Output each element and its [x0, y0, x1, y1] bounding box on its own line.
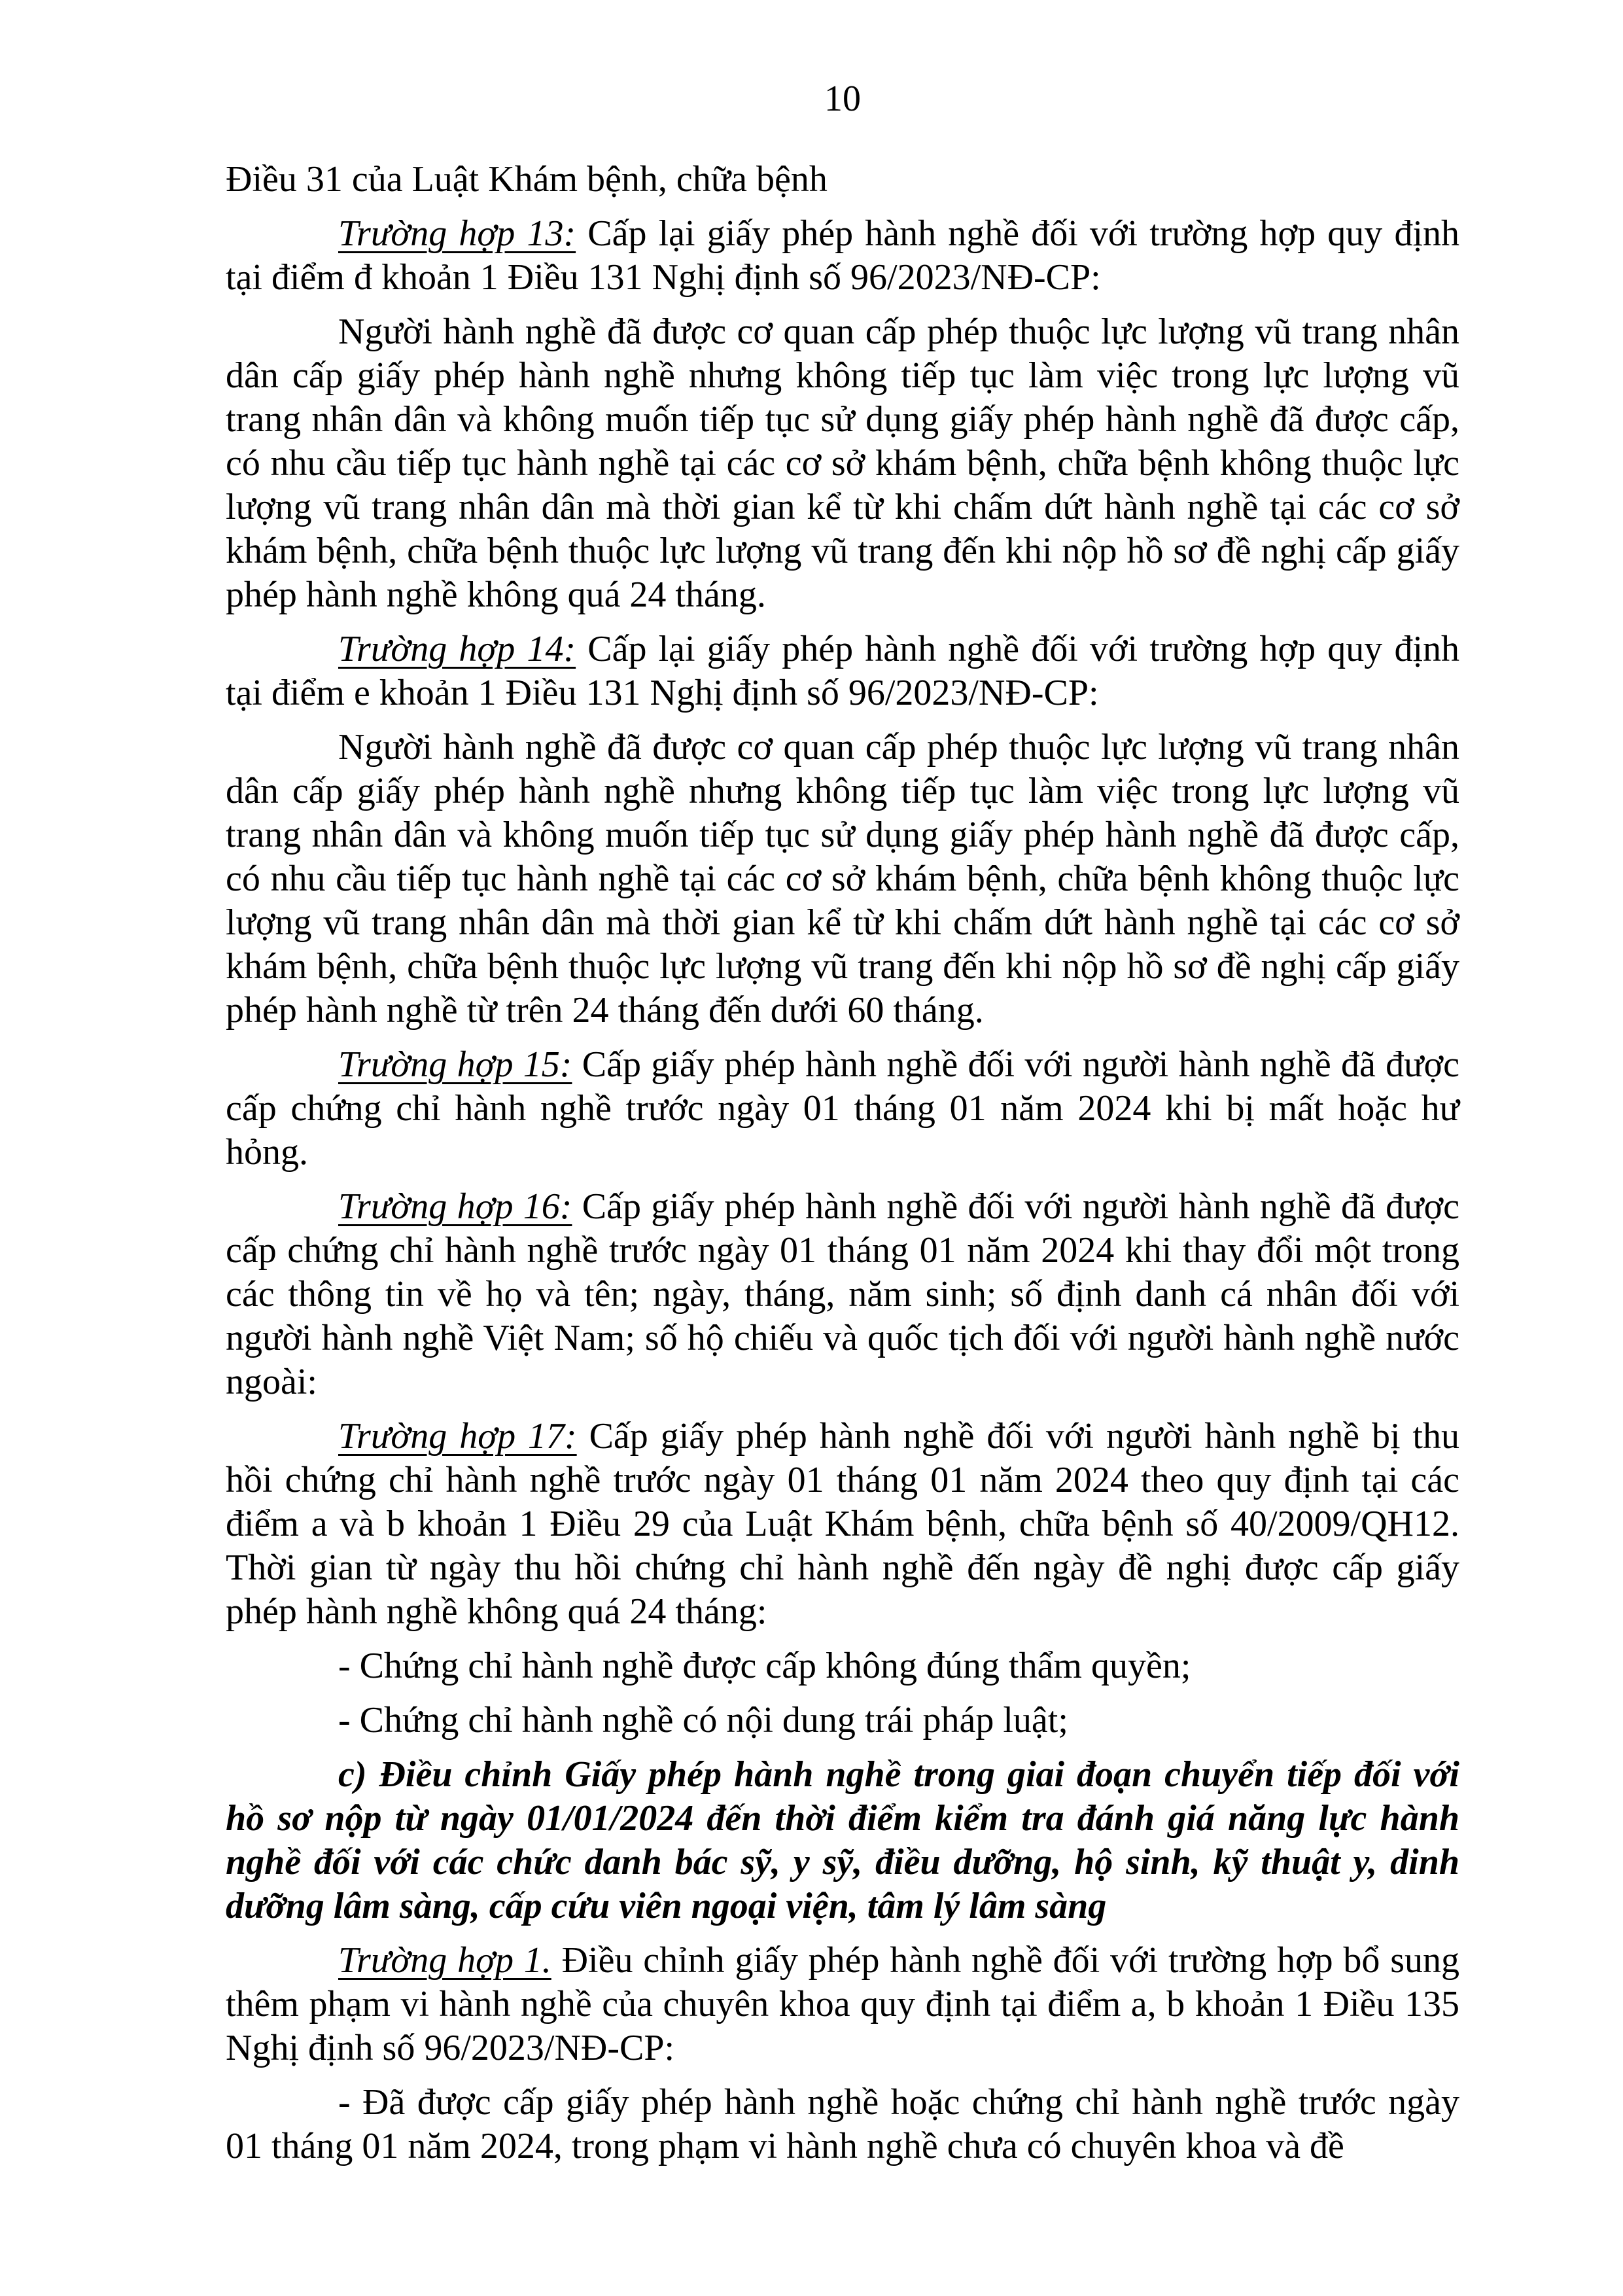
dash-item-trai-phap-luat: - Chứng chỉ hành nghề có nội dung trái pháp luật; — [338, 1700, 1068, 1740]
paragraph-truong-hop-15 — [226, 1043, 1459, 1174]
case-1-label: Trường hợp 1. — [338, 1940, 551, 1981]
case-15-label: Trường hợp 15: — [338, 1044, 572, 1085]
paragraph-truong-hop-16 — [226, 1185, 1459, 1404]
case-14-label: Trường hợp 14: — [338, 629, 576, 669]
paragraph-dieu-31: Điều 31 của Luật Khám bệnh, chữa bệnh — [226, 159, 828, 200]
paragraph-truong-hop-17 — [226, 1415, 1459, 1634]
paragraph-truong-hop-1 — [226, 1939, 1459, 2070]
case-14-text: Cấp lại giấy phép hành nghề đối với trường hợp quy định tại điểm e khoản 1 Điều 131 Nghị định số 96/2023/NĐ-CP: — [226, 629, 1460, 713]
case-17-text: Cấp giấy phép hành nghề đối với người hành nghề bị thu hồi chứng chỉ hành nghề trước ngày 01 tháng 01 năm 2024 theo quy định tại các điểm a và b khoản 1 Điều 29 của Luật Khám bệnh, chữa bệnh số 40/2009/QH12. Thời gian từ ngày thu hồi chứng chỉ hành nghề đến ngày đề nghị được cấp giấy phép hành nghề không quá 24 tháng: — [226, 1416, 1459, 1632]
paragraph-truong-hop-13 — [226, 212, 1459, 300]
paragraph-vu-trang-24-thang: Người hành nghề đã được cơ quan cấp phép thuộc lực lượng vũ trang nhân dân cấp giấy phép hành nghề nhưng không tiếp tục làm việc trong lực lượng vũ trang nhân dân và không muốn tiếp tục sử dụng giấy phép hành nghề đã được cấp, có nhu cầu tiếp tục hành nghề tại các cơ sở khám bệnh, chữa bệnh không thuộc lực lượng vũ trang nhân dân mà thời gian kể từ khi chấm dứt hành nghề tại các cơ sở khám bệnh, chữa bệnh thuộc lực lượng vũ trang đến khi nộp hồ sơ đề nghị cấp giấy phép hành nghề không quá 24 tháng. — [226, 311, 1459, 615]
paragraph-truong-hop-14 — [226, 627, 1459, 715]
page-number: 10 — [824, 79, 861, 119]
case-13-label: Trường hợp 13: — [338, 213, 576, 254]
case-1-text: Điều chỉnh giấy phép hành nghề đối với trường hợp bổ sung thêm phạm vi hành nghề của chuyên khoa quy định tại điểm a, b khoản 1 Điều 135 Nghị định số 96/2023/NĐ-CP: — [226, 1940, 1459, 2068]
paragraph-vu-trang-60-thang: Người hành nghề đã được cơ quan cấp phép thuộc lực lượng vũ trang nhân dân cấp giấy phép hành nghề nhưng không tiếp tục làm việc trong lực lượng vũ trang nhân dân và không muốn tiếp tục sử dụng giấy phép hành nghề đã được cấp, có nhu cầu tiếp tục hành nghề tại các cơ sở khám bệnh, chữa bệnh không thuộc lực lượng vũ trang nhân dân mà thời gian kể từ khi chấm dứt hành nghề tại các cơ sở khám bệnh, chữa bệnh thuộc lực lượng vũ trang đến khi nộp hồ sơ đề nghị cấp giấy phép hành nghề từ trên 24 tháng đến dưới 60 tháng. — [226, 727, 1459, 1031]
case-16-label: Trường hợp 16: — [338, 1186, 572, 1227]
case-16-text: Cấp giấy phép hành nghề đối với người hành nghề đã được cấp chứng chỉ hành nghề trước ngày 01 tháng 01 năm 2024 khi thay đổi một trong các thông tin về họ và tên; ngày, tháng, năm sinh; số định danh cá nhân đối với người hành nghề Việt Nam; số hộ chiếu và quốc tịch đối với người hành nghề nước ngoài: — [226, 1186, 1460, 1402]
dash-item-da-duoc-cap: - Đã được cấp giấy phép hành nghề hoặc chứng chỉ hành nghề trước ngày 01 tháng 01 năm 2024, trong phạm vi hành nghề chưa có chuyên khoa và đề — [226, 2082, 1459, 2166]
paragraph-muc-c: c) Điều chỉnh Giấy phép hành nghề trong giai đoạn chuyển tiếp đối với hồ sơ nộp từ ngày 01/01/2024 đến thời điểm kiểm tra đánh giá năng lực hành nghề đối với các chức danh bác sỹ, y sỹ, điều dưỡng, hộ sinh, kỹ thuật y, dinh dưỡng lâm sàng, cấp cứu viên ngoại viện, tâm lý lâm sàng — [226, 1754, 1459, 1926]
case-13-text: Cấp lại giấy phép hành nghề đối với trường hợp quy định tại điểm đ khoản 1 Điều 131 Nghị định số 96/2023/NĐ-CP: — [226, 213, 1460, 298]
dash-item-tham-quyen: - Chứng chỉ hành nghề được cấp không đúng thẩm quyền; — [338, 1646, 1191, 1686]
case-17-label: Trường hợp 17: — [338, 1416, 577, 1457]
case-15-text: Cấp giấy phép hành nghề đối với người hành nghề đã được cấp chứng chỉ hành nghề trước ngày 01 tháng 01 năm 2024 khi bị mất hoặc hư hỏng. — [226, 1044, 1460, 1173]
